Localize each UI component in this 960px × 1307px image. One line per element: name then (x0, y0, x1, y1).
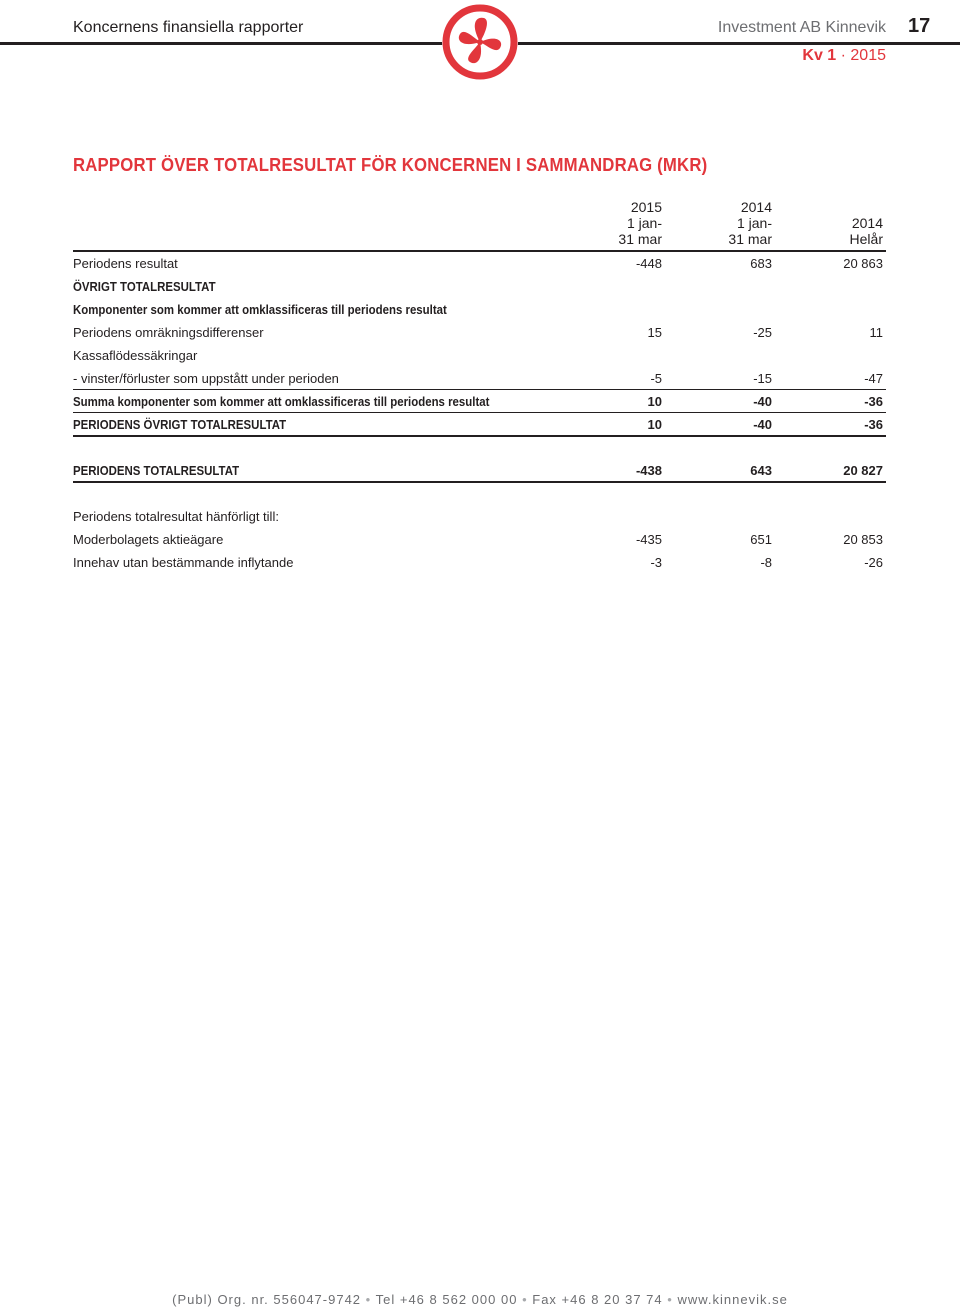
income-table (73, 250, 886, 574)
value-2015: 10 (647, 394, 662, 409)
row-label: Periodens totalresultat hänförligt till: (73, 509, 279, 524)
value-full-year: 20 827 (843, 463, 883, 478)
value-2014: -25 (753, 325, 772, 340)
row-label: Kassaflödessäkringar (73, 348, 198, 363)
footer-separator: • (522, 1292, 528, 1307)
value-2014: 643 (750, 463, 772, 478)
value-full-year: -47 (864, 371, 883, 386)
value-2015: -435 (635, 532, 662, 547)
value-2014: -8 (760, 555, 772, 570)
table-row (73, 344, 886, 367)
page-footer (0, 1292, 960, 1307)
report-title: RAPPORT ÖVER TOTALRESULTAT FÖR KONCERNEN I SAMMANDRAG (MKR) (73, 155, 708, 175)
quarter-bold: Kv 1 (802, 47, 837, 64)
table-row (73, 321, 886, 344)
footer-org: (Publ) Org. nr. 556047-9742 (172, 1292, 362, 1307)
value-2014: 683 (750, 256, 772, 271)
col2-line1: 2014 (740, 199, 772, 215)
value-2015: -448 (635, 256, 662, 271)
footer-separator: • (365, 1292, 372, 1307)
row-label: - vinster/förluster som uppstått under perioden (73, 371, 339, 386)
page-number: 17 (908, 15, 931, 37)
table-row (73, 505, 886, 528)
section-title: Koncernens finansiella rapporter (73, 19, 304, 36)
col3-line2: 2014 (851, 215, 883, 231)
row-label: Periodens omräkningsdifferenser (73, 325, 264, 340)
spacer (73, 437, 886, 459)
table-row (73, 367, 886, 390)
footer-fax: Fax +46 8 20 37 74 (532, 1292, 663, 1307)
footer-tel: Tel +46 8 562 000 00 (375, 1292, 518, 1307)
row-label: PERIODENS TOTALRESULTAT (73, 463, 240, 478)
table-row (73, 275, 886, 298)
col2-line2: 1 jan- (736, 215, 772, 231)
value-2015: -3 (650, 555, 662, 570)
footer-separator: • (667, 1292, 673, 1307)
table-row (73, 298, 886, 321)
row-label: Innehav utan bestämmande inflytande (73, 555, 294, 570)
row-label: Moderbolagets aktieägare (73, 532, 224, 547)
column-header-q1-2015 (618, 199, 662, 247)
quarter-label (802, 47, 886, 65)
table-row-total (73, 459, 886, 483)
value-2015: -438 (635, 463, 662, 478)
value-full-year: -36 (864, 394, 883, 409)
col3-line1 (850, 199, 883, 215)
value-2015: 15 (647, 325, 662, 340)
footer-website-link[interactable]: www.kinnevik.se (677, 1292, 788, 1307)
spacer (73, 483, 886, 505)
value-2014: -40 (753, 394, 772, 409)
col1-line2: 1 jan- (626, 215, 662, 231)
table-row (73, 250, 886, 275)
value-2014: -40 (753, 417, 772, 432)
table-row-total (73, 413, 886, 437)
row-label: ÖVRIGT TOTALRESULTAT (73, 279, 216, 294)
table-row (73, 551, 886, 574)
value-full-year: -26 (864, 555, 883, 570)
value-2015: 10 (647, 417, 662, 432)
value-full-year: -36 (864, 417, 883, 432)
row-label: Summa komponenter som kommer att omklassificeras till periodens resultat (73, 394, 490, 409)
value-2015: -5 (650, 371, 662, 386)
value-2014: 651 (750, 532, 772, 547)
column-header-full-year-2014 (850, 199, 883, 247)
col2-line3: 31 mar (728, 231, 772, 247)
col1-line3: 31 mar (618, 231, 662, 247)
value-full-year: 20 853 (843, 532, 883, 547)
value-full-year: 20 863 (843, 256, 883, 271)
quarter-year: · 2015 (836, 47, 886, 64)
column-header-q1-2014 (728, 199, 772, 247)
table-row (73, 528, 886, 551)
value-full-year: 11 (869, 325, 883, 340)
kinnevik-logo-icon (440, 2, 520, 82)
col3-line3: Helår (849, 231, 883, 247)
company-name: Investment AB Kinnevik (717, 19, 886, 36)
row-label: Periodens resultat (73, 256, 178, 271)
row-label: Komponenter som kommer att omklassificeras till periodens resultat (73, 302, 447, 317)
value-2014: -15 (753, 371, 772, 386)
table-row-subtotal (73, 390, 886, 413)
col1-line1: 2015 (630, 199, 662, 215)
row-label: PERIODENS ÖVRIGT TOTALRESULTAT (73, 417, 287, 432)
